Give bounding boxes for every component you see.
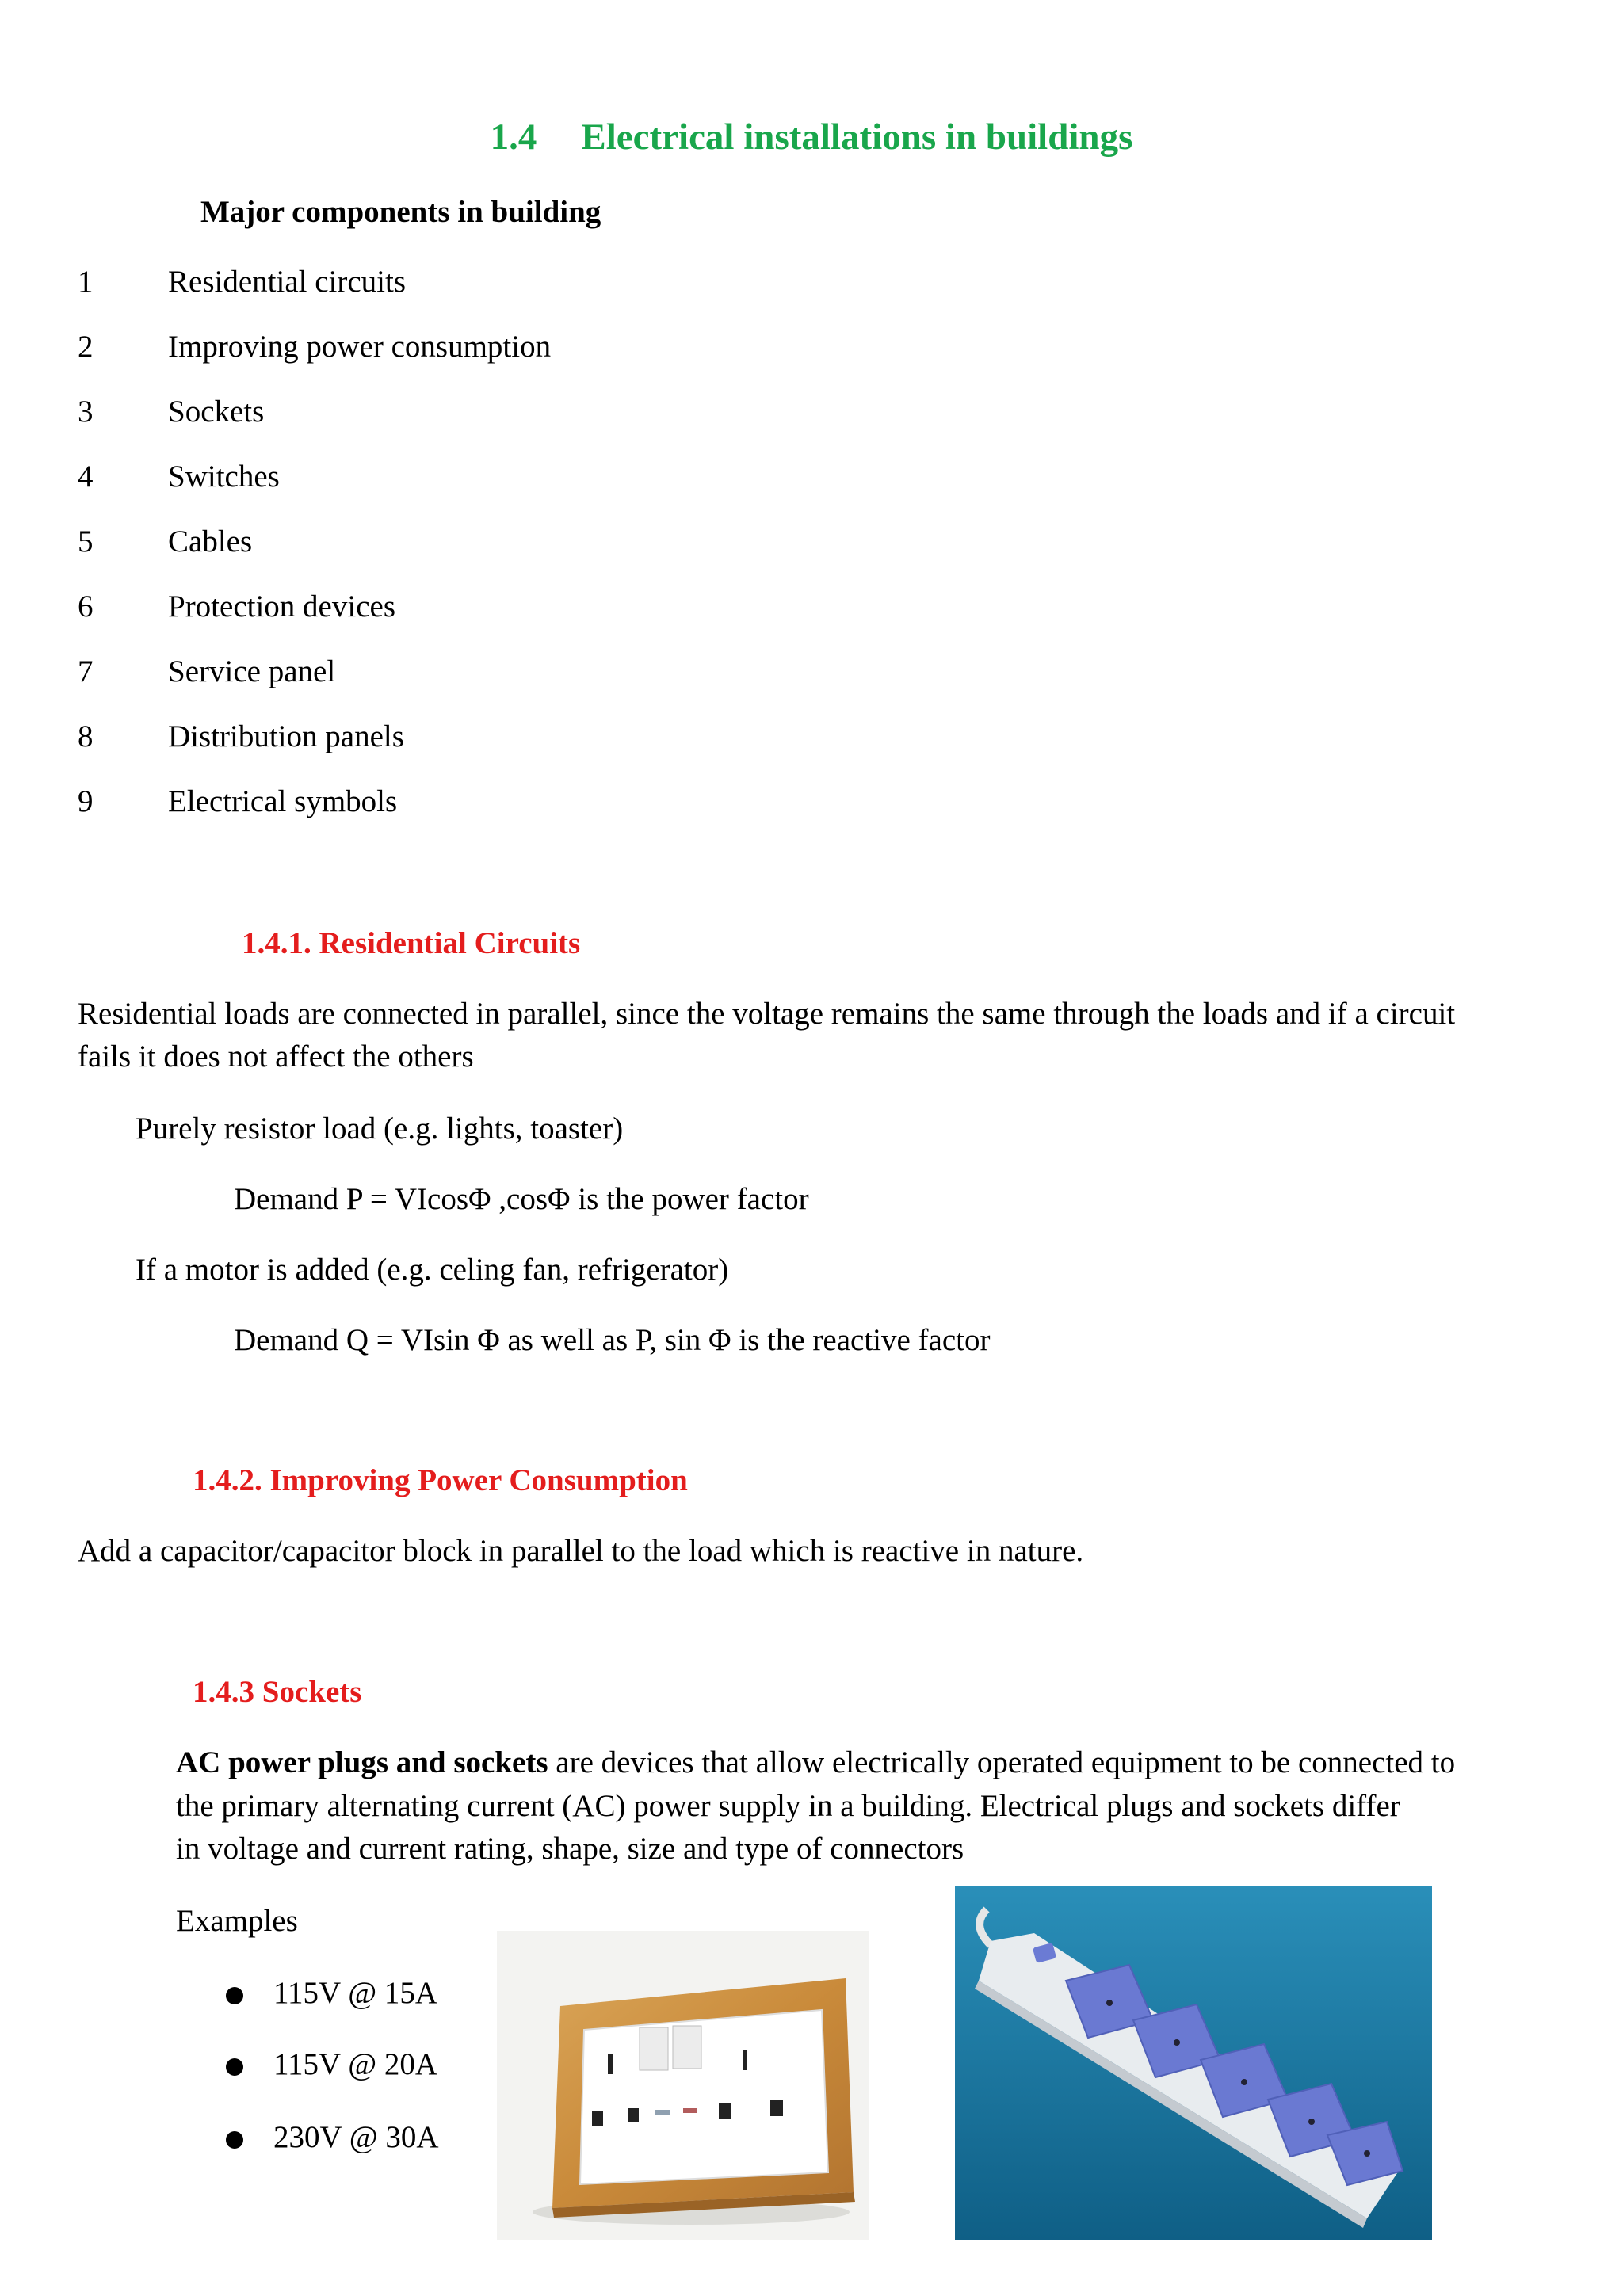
paragraph-line: Add a capacitor/capacitor block in parallel to the load which is reactive in nature. [78,1534,1084,1568]
page-title [0,116,1623,158]
paragraph-text: are devices that allow electrically operated equipment to be connected to [548,1745,1456,1779]
list-item-number: 6 [78,589,94,624]
list-item-label: Cables [168,524,253,559]
list-item-number: 8 [78,719,94,753]
example-item: 115V @ 15A [273,1976,438,2010]
list-item-label: Distribution panels [168,719,404,753]
list-item-label: Improving power consumption [168,330,552,364]
example-item: 230V @ 30A [273,2120,439,2154]
demand-p-formula: Demand P = VIcosΦ ,cosΦ is the power factor [234,1182,809,1216]
paragraph-line: fails it does not affect the others [78,1039,474,1074]
list-item-label: Switches [168,460,280,494]
bullet-icon [226,1987,243,2004]
bullet-icon [226,2131,243,2149]
example-item: 115V @ 20A [273,2047,438,2081]
section-heading-power-consumption: 1.4.2. Improving Power Consumption [193,1463,688,1497]
paragraph-line: Residential loads are connected in parallel, since the voltage remains the same through the loads and if a circuit [78,997,1456,1031]
list-item-number: 2 [78,330,94,364]
power-strip-illustration [955,1886,1432,2240]
bold-term: AC power plugs and sockets [176,1745,548,1779]
paragraph-line: the primary alternating current (AC) power supply in a building. Electrical plugs and sockets differ [176,1789,1400,1823]
wall-socket-image [497,1931,869,2240]
list-item-number: 3 [78,395,94,429]
bullet-icon [226,2058,243,2076]
section-title: Electrical installations in buildings [581,116,1133,158]
resistor-load-text: Purely resistor load (e.g. lights, toaster) [136,1112,624,1146]
list-item-number: 7 [78,654,94,688]
paragraph-line [176,1741,1455,1784]
section-heading-residential-circuits: 1.4.1. Residential Circuits [242,926,581,960]
list-item-label: Sockets [168,395,265,429]
list-item-number: 4 [78,460,94,494]
list-item-label: Residential circuits [168,265,407,299]
list-item-label: Protection devices [168,589,395,624]
list-item-label: Service panel [168,654,336,688]
motor-load-text: If a motor is added (e.g. celing fan, refrigerator) [136,1253,729,1287]
section-heading-sockets: 1.4.3 Sockets [193,1675,362,1709]
list-item-number: 5 [78,524,94,559]
list-item-number: 9 [78,784,94,818]
subheading: Major components in building [200,195,601,229]
list-item-number: 1 [78,265,94,299]
examples-label: Examples [176,1904,298,1938]
list-item-label: Electrical symbols [168,784,398,818]
paragraph-line: in voltage and current rating, shape, size and type of connectors [176,1832,964,1866]
power-strip-image [955,1886,1432,2240]
section-number: 1.4 [490,116,537,158]
demand-q-formula: Demand Q = VIsin Φ as well as P, sin Φ is the reactive factor [234,1323,991,1357]
wall-socket-illustration [497,1931,869,2240]
